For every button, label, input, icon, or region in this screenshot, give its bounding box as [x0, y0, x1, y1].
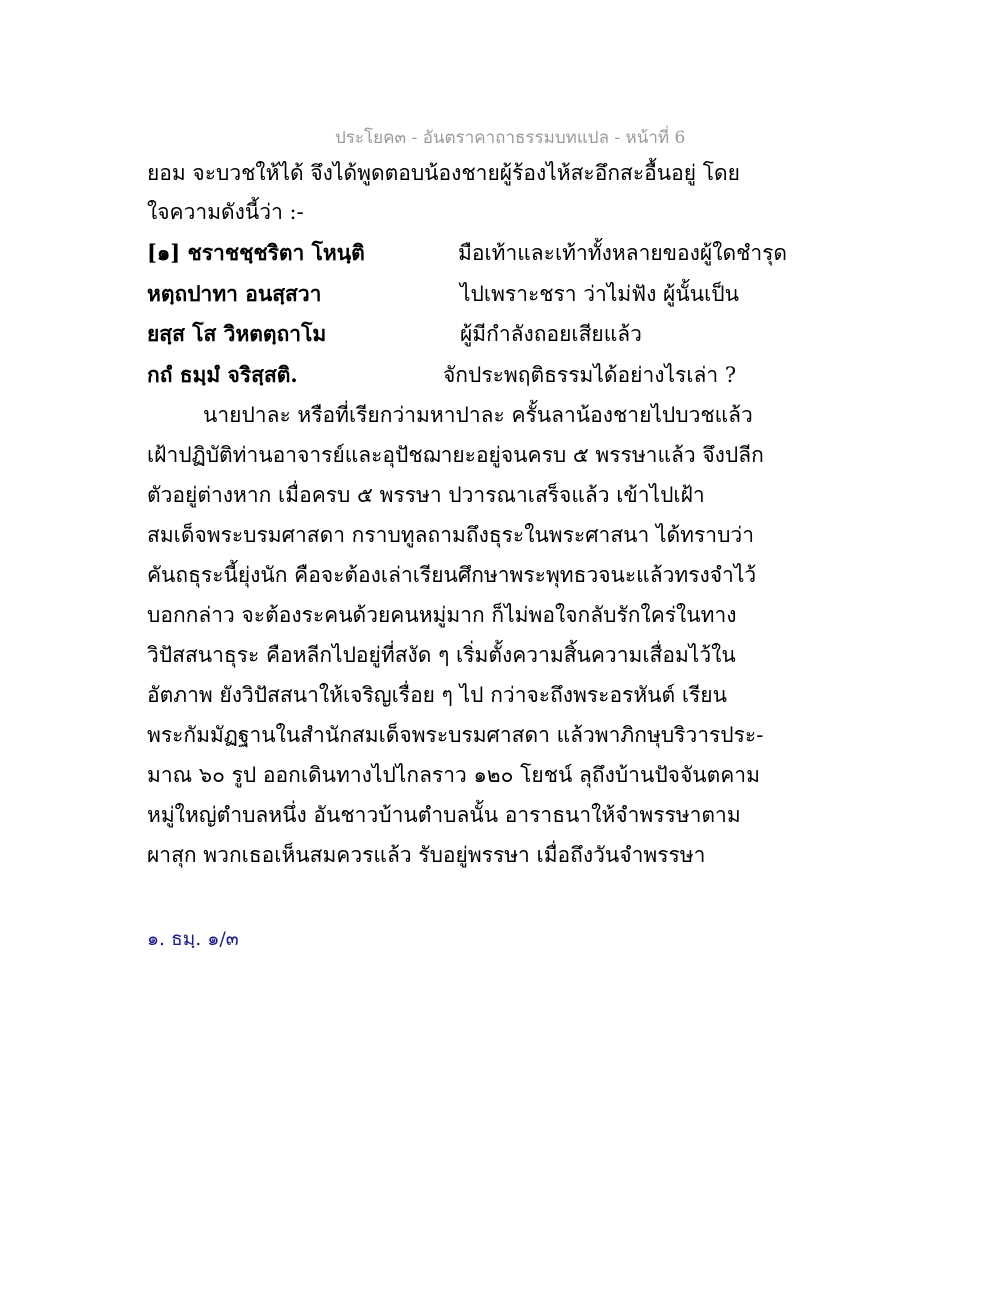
verse-pali-line-1: [๑] ชราชชฺชริตา โหนฺติ	[147, 240, 365, 265]
intro-line-2: ใจความดังนี้ว่า :-	[147, 200, 304, 224]
verse-thai-line-3: ผู้มีกำลังถอยเสียแล้ว	[460, 322, 642, 346]
body-line-10: มาณ ๖๐ รูป ออกเดินทางไปไกลราว ๑๒๐ โยชน์ ลุถึงบ้านปัจจันตคาม	[147, 763, 760, 787]
footnote: ๑. ธมฺ. ๑/๓	[147, 928, 239, 950]
verse-pali-line-2: หตฺถปาทา อนสฺสวา	[147, 281, 322, 306]
body-line-7: วิปัสสนาธุระ คือหลีกไปอยู่ที่สงัด ๆ เริ่มตั้งความสิ้นความเสื่อมไว้ใน	[147, 643, 736, 667]
intro-line-1: ยอม จะบวชให้ได้ จึงได้พูดตอบน้องชายผู้ร้องไห้สะอึกสะอื้นอยู่ โดย	[147, 161, 740, 185]
body-line-8: อัตภาพ ยังวิปัสสนาให้เจริญเรื่อย ๆ ไป กว่าจะถึงพระอรหันต์ เรียน	[147, 683, 727, 707]
verse-pali-line-3: ยสฺส โส วิหตตฺถาโม	[147, 321, 327, 346]
body-line-6: บอกกล่าว จะต้องระคนด้วยคนหมู่มาก ก็ไม่พอใจกลับรักใคร่ในทาง	[147, 603, 737, 627]
body-line-11: หมู่ใหญ่ตำบลหนึ่ง อันชาวบ้านตำบลนั้น อาราธนาให้จำพรรษาตาม	[147, 803, 741, 827]
body-line-3: ตัวอยู่ต่างหาก เมื่อครบ ๕ พรรษา ปวารณาเสร็จแล้ว เข้าไปเฝ้า	[147, 483, 705, 507]
verse-pali-line-4: กถํ ธมฺมํ จริสฺสติ.	[147, 362, 298, 387]
body-line-1: นายปาละ หรือที่เรียกว่ามหาปาละ ครั้นลาน้องชายไปบวชแล้ว	[203, 403, 753, 427]
verse-thai-line-2: ไปเพราะชรา ว่าไม่ฟัง ผู้นั้นเป็น	[460, 282, 739, 306]
body-line-4: สมเด็จพระบรมศาสดา กราบทูลถามถึงธุระในพระศาสนา ได้ทราบว่า	[147, 523, 755, 547]
verse-thai-line-1: มือเท้าและเท้าทั้งหลายของผู้ใดชำรุด	[458, 241, 788, 265]
body-line-12: ผาสุก พวกเธอเห็นสมควรแล้ว รับอยู่พรรษา เมื่อถึงวันจำพรรษา	[147, 843, 706, 867]
body-line-5: คันถธุระนี้ยุ่งนัก คือจะต้องเล่าเรียนศึกษาพระพุทธวจนะแล้วทรงจำไว้	[147, 563, 757, 587]
page-header: ประโยค๓ - อันตราคาถาธรรมบทแปล - หน้าที่ 6	[335, 128, 686, 148]
body-line-9: พระกัมมัฏฐานในสำนักสมเด็จพระบรมศาสดา แล้วพาภิกษุบริวารประ-	[147, 723, 764, 747]
body-line-2: เฝ้าปฏิบัติท่านอาจารย์และอุปัชฌายะอยู่จนครบ ๕ พรรษาแล้ว จึงปลีก	[147, 443, 764, 467]
verse-thai-line-4: จักประพฤติธรรมได้อย่างไรเล่า ?	[443, 363, 737, 387]
